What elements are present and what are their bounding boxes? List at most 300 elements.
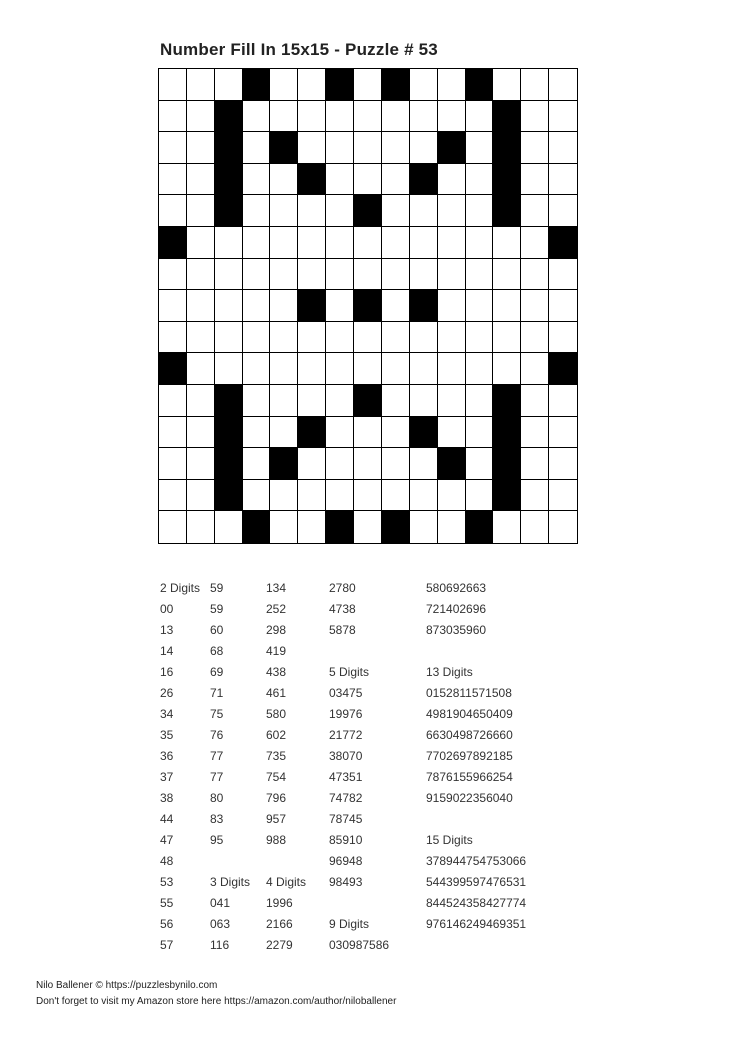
grid-cell[interactable] <box>438 480 466 512</box>
grid-cell[interactable] <box>270 195 298 227</box>
grid-cell[interactable] <box>549 69 577 101</box>
word-entry: 2166 <box>266 917 293 931</box>
grid-cell[interactable] <box>382 132 410 164</box>
grid-cell[interactable] <box>298 448 326 480</box>
word-entry: 988 <box>266 833 287 847</box>
grid-cell[interactable] <box>382 448 410 480</box>
word-entry: 47 <box>160 833 174 847</box>
grid-cell[interactable] <box>521 385 549 417</box>
black-cell <box>215 417 243 449</box>
grid-cell[interactable] <box>243 164 271 196</box>
word-entry: 378944754753066 <box>426 854 527 868</box>
word-entry <box>210 851 250 872</box>
word-entry: 98493 <box>329 875 363 889</box>
word-entry: 844524358427774 <box>426 896 527 910</box>
grid-cell[interactable] <box>270 511 298 543</box>
word-entry <box>329 893 389 914</box>
grid-cell[interactable] <box>549 164 577 196</box>
grid-cell[interactable] <box>159 322 187 354</box>
grid-cell[interactable] <box>215 353 243 385</box>
grid-cell[interactable] <box>410 353 438 385</box>
word-entry: 59 <box>210 581 224 595</box>
grid-cell[interactable] <box>187 385 215 417</box>
word-entry: 4738 <box>329 602 356 616</box>
grid-cell[interactable] <box>521 511 549 543</box>
grid-cell[interactable] <box>215 511 243 543</box>
grid-cell[interactable] <box>215 290 243 322</box>
grid-cell[interactable] <box>521 353 549 385</box>
grid-cell[interactable] <box>521 290 549 322</box>
black-cell <box>410 417 438 449</box>
grid-cell[interactable] <box>243 132 271 164</box>
grid-cell[interactable] <box>466 227 494 259</box>
grid-cell[interactable] <box>326 195 354 227</box>
grid-cell[interactable] <box>159 164 187 196</box>
black-cell <box>298 164 326 196</box>
grid-cell[interactable] <box>187 164 215 196</box>
black-cell <box>438 448 466 480</box>
grid-cell[interactable] <box>493 227 521 259</box>
word-entry: 4981904650409 <box>426 707 513 721</box>
grid-cell[interactable] <box>521 480 549 512</box>
grid-cell[interactable] <box>270 259 298 291</box>
grid-cell[interactable] <box>187 69 215 101</box>
word-group-header: 9 Digits <box>329 917 370 931</box>
grid-cell[interactable] <box>354 448 382 480</box>
word-entry: 9159022356040 <box>426 791 513 805</box>
word-entry: 96948 <box>329 854 363 868</box>
grid-cell[interactable] <box>382 480 410 512</box>
grid-cell[interactable] <box>410 259 438 291</box>
word-entry: 2780 <box>329 581 356 595</box>
grid-cell[interactable] <box>187 132 215 164</box>
word-entry: 03475 <box>329 686 363 700</box>
grid-cell[interactable] <box>466 259 494 291</box>
grid-cell[interactable] <box>521 69 549 101</box>
word-entry: 47351 <box>329 770 363 784</box>
word-entry: 34 <box>160 707 174 721</box>
grid-cell[interactable] <box>493 322 521 354</box>
grid-cell[interactable] <box>243 290 271 322</box>
grid-cell[interactable] <box>549 448 577 480</box>
grid-cell[interactable] <box>187 195 215 227</box>
puzzle-title: Number Fill In 15x15 - Puzzle # 53 <box>160 40 438 59</box>
grid-cell[interactable] <box>159 385 187 417</box>
grid-cell[interactable] <box>326 353 354 385</box>
black-cell <box>382 511 410 543</box>
grid-cell[interactable] <box>438 511 466 543</box>
grid-cell[interactable] <box>298 322 326 354</box>
word-entry: 13 <box>160 623 174 637</box>
grid-cell[interactable] <box>438 290 466 322</box>
black-cell <box>438 132 466 164</box>
grid-cell[interactable] <box>549 511 577 543</box>
grid-cell[interactable] <box>159 448 187 480</box>
grid-cell[interactable] <box>354 353 382 385</box>
grid-cell[interactable] <box>410 227 438 259</box>
grid-cell[interactable] <box>466 290 494 322</box>
grid-cell[interactable] <box>298 195 326 227</box>
grid-cell[interactable] <box>410 480 438 512</box>
grid-cell[interactable] <box>549 259 577 291</box>
grid-cell[interactable] <box>354 322 382 354</box>
word-entry: 95 <box>210 833 224 847</box>
grid-cell[interactable] <box>159 132 187 164</box>
grid-cell[interactable] <box>493 290 521 322</box>
grid-cell[interactable] <box>521 195 549 227</box>
word-entry: 55 <box>160 896 174 910</box>
word-entry: 976146249469351 <box>426 917 527 931</box>
black-cell <box>493 417 521 449</box>
grid-cell[interactable] <box>298 227 326 259</box>
word-entry <box>426 641 526 662</box>
grid-cell[interactable] <box>243 322 271 354</box>
black-cell <box>215 480 243 512</box>
grid-cell[interactable] <box>466 385 494 417</box>
grid-cell[interactable] <box>354 480 382 512</box>
grid-cell[interactable] <box>326 322 354 354</box>
black-cell <box>270 132 298 164</box>
word-entry: 6630498726660 <box>426 728 513 742</box>
black-cell <box>466 511 494 543</box>
grid-cell[interactable] <box>326 480 354 512</box>
grid-cell[interactable] <box>410 385 438 417</box>
word-entry: 57 <box>160 938 174 952</box>
word-group-header: 5 Digits <box>329 665 370 679</box>
grid-cell[interactable] <box>159 480 187 512</box>
black-cell <box>215 132 243 164</box>
grid-cell[interactable] <box>270 385 298 417</box>
black-cell <box>159 353 187 385</box>
black-cell <box>243 69 271 101</box>
word-entry: 461 <box>266 686 287 700</box>
word-entry: 16 <box>160 665 174 679</box>
black-cell <box>493 195 521 227</box>
black-cell <box>410 164 438 196</box>
grid-cell[interactable] <box>466 195 494 227</box>
grid-cell[interactable] <box>382 385 410 417</box>
word-entry: 00 <box>160 602 174 616</box>
word-entry: 796 <box>266 791 287 805</box>
grid-cell[interactable] <box>243 227 271 259</box>
footer-credit: Nilo Ballener © https://puzzlesbynilo.com <box>36 980 218 991</box>
word-entry: 80 <box>210 791 224 805</box>
grid-cell[interactable] <box>270 353 298 385</box>
black-cell <box>354 385 382 417</box>
word-entry: 48 <box>160 854 174 868</box>
grid-cell[interactable] <box>215 227 243 259</box>
grid-cell[interactable] <box>243 385 271 417</box>
grid-cell[interactable] <box>549 101 577 133</box>
grid-cell[interactable] <box>410 132 438 164</box>
grid-cell[interactable] <box>521 227 549 259</box>
grid-cell[interactable] <box>438 195 466 227</box>
grid-cell[interactable] <box>298 132 326 164</box>
grid-cell[interactable] <box>493 353 521 385</box>
grid-cell[interactable] <box>243 259 271 291</box>
grid-cell[interactable] <box>549 322 577 354</box>
grid-cell[interactable] <box>354 511 382 543</box>
grid-cell[interactable] <box>187 511 215 543</box>
grid-cell[interactable] <box>270 480 298 512</box>
grid-cell[interactable] <box>159 195 187 227</box>
grid-cell[interactable] <box>466 480 494 512</box>
grid-cell[interactable] <box>521 259 549 291</box>
grid-cell[interactable] <box>270 101 298 133</box>
word-entry: 76 <box>210 728 224 742</box>
word-entry: 38 <box>160 791 174 805</box>
word-entry: 602 <box>266 728 287 742</box>
word-entry: 38070 <box>329 749 363 763</box>
word-entry: 71 <box>210 686 224 700</box>
footer-store-link[interactable]: Don't forget to visit my Amazon store here https://amazon.com/author/niloballener <box>36 996 397 1007</box>
word-entry: 7876155966254 <box>426 770 513 784</box>
grid-cell[interactable] <box>270 322 298 354</box>
word-entry: 14 <box>160 644 174 658</box>
grid-cell[interactable] <box>438 353 466 385</box>
grid-cell[interactable] <box>354 227 382 259</box>
word-entry <box>426 809 526 830</box>
grid-cell[interactable] <box>549 385 577 417</box>
word-entry: 60 <box>210 623 224 637</box>
grid-cell[interactable] <box>438 69 466 101</box>
grid-cell[interactable] <box>298 511 326 543</box>
word-entry: 36 <box>160 749 174 763</box>
grid-cell[interactable] <box>215 259 243 291</box>
grid-cell[interactable] <box>493 69 521 101</box>
grid-cell[interactable] <box>521 417 549 449</box>
grid-cell[interactable] <box>159 417 187 449</box>
grid-cell[interactable] <box>159 290 187 322</box>
word-entry: 5878 <box>329 623 356 637</box>
grid-cell[interactable] <box>326 385 354 417</box>
grid-cell[interactable] <box>354 101 382 133</box>
grid-cell[interactable] <box>298 480 326 512</box>
word-entry: 44 <box>160 812 174 826</box>
grid-cell[interactable] <box>215 322 243 354</box>
grid-cell[interactable] <box>438 385 466 417</box>
black-cell <box>326 511 354 543</box>
grid-cell[interactable] <box>187 290 215 322</box>
grid-cell[interactable] <box>521 101 549 133</box>
grid-cell[interactable] <box>298 259 326 291</box>
grid-cell[interactable] <box>326 290 354 322</box>
word-entry: 77 <box>210 749 224 763</box>
grid-cell[interactable] <box>187 480 215 512</box>
grid-cell[interactable] <box>382 164 410 196</box>
word-entry: 030987586 <box>329 938 390 952</box>
word-entry: 26 <box>160 686 174 700</box>
grid-cell[interactable] <box>382 195 410 227</box>
black-cell <box>382 69 410 101</box>
grid-cell[interactable] <box>270 227 298 259</box>
grid-cell[interactable] <box>270 164 298 196</box>
grid-cell[interactable] <box>187 227 215 259</box>
word-entry: 68 <box>210 644 224 658</box>
grid-cell[interactable] <box>159 69 187 101</box>
black-cell <box>493 448 521 480</box>
word-group-header: 3 Digits <box>210 875 251 889</box>
grid-cell[interactable] <box>549 195 577 227</box>
black-cell <box>215 195 243 227</box>
grid-cell[interactable] <box>410 101 438 133</box>
word-column-2 <box>210 578 250 956</box>
grid-cell[interactable] <box>159 511 187 543</box>
grid-cell[interactable] <box>243 353 271 385</box>
grid-cell[interactable] <box>438 227 466 259</box>
grid-cell[interactable] <box>382 227 410 259</box>
word-group-header: 15 Digits <box>426 833 473 847</box>
grid-cell[interactable] <box>187 448 215 480</box>
black-cell <box>215 164 243 196</box>
grid-cell[interactable] <box>354 132 382 164</box>
grid-cell[interactable] <box>187 259 215 291</box>
grid-cell[interactable] <box>243 101 271 133</box>
black-cell <box>549 353 577 385</box>
grid-cell[interactable] <box>270 417 298 449</box>
grid-cell[interactable] <box>298 353 326 385</box>
grid-cell[interactable] <box>549 290 577 322</box>
word-entry: 7702697892185 <box>426 749 513 763</box>
black-cell <box>298 290 326 322</box>
grid-cell[interactable] <box>382 353 410 385</box>
black-cell <box>326 69 354 101</box>
grid-cell[interactable] <box>521 322 549 354</box>
grid-cell[interactable] <box>410 195 438 227</box>
grid-cell[interactable] <box>243 480 271 512</box>
grid-cell[interactable] <box>326 417 354 449</box>
grid-cell[interactable] <box>159 259 187 291</box>
grid-cell[interactable] <box>466 448 494 480</box>
grid-cell[interactable] <box>354 259 382 291</box>
word-entry: 116 <box>210 938 230 952</box>
word-entry: 721402696 <box>426 602 487 616</box>
word-entry: 0152811571508 <box>426 686 512 700</box>
grid-cell[interactable] <box>326 101 354 133</box>
grid-cell[interactable] <box>549 480 577 512</box>
word-entry: 063 <box>210 917 231 931</box>
grid-cell[interactable] <box>410 511 438 543</box>
black-cell <box>354 195 382 227</box>
grid-cell[interactable] <box>521 164 549 196</box>
grid-cell[interactable] <box>243 448 271 480</box>
word-entry: 77 <box>210 770 224 784</box>
word-entry: 83 <box>210 812 224 826</box>
grid-cell[interactable] <box>438 164 466 196</box>
grid-cell[interactable] <box>549 132 577 164</box>
black-cell <box>493 164 521 196</box>
word-entry: 2279 <box>266 938 293 952</box>
grid-cell[interactable] <box>466 132 494 164</box>
grid-cell[interactable] <box>270 69 298 101</box>
word-column-1 <box>160 578 200 956</box>
grid-cell[interactable] <box>298 385 326 417</box>
word-entry: 21772 <box>329 728 363 742</box>
grid-cell[interactable] <box>493 511 521 543</box>
grid-cell[interactable] <box>521 132 549 164</box>
word-entry: 580692663 <box>426 581 487 595</box>
grid-cell[interactable] <box>466 322 494 354</box>
grid-cell[interactable] <box>438 417 466 449</box>
puzzle-grid <box>158 68 578 544</box>
grid-cell[interactable] <box>159 101 187 133</box>
black-cell <box>354 290 382 322</box>
black-cell <box>215 385 243 417</box>
word-entry: 041 <box>210 896 231 910</box>
grid-cell[interactable] <box>549 417 577 449</box>
word-entry: 580 <box>266 707 287 721</box>
grid-cell[interactable] <box>243 195 271 227</box>
word-column-3 <box>266 578 306 956</box>
grid-cell[interactable] <box>382 417 410 449</box>
black-cell <box>215 101 243 133</box>
black-cell <box>243 511 271 543</box>
grid-cell[interactable] <box>410 69 438 101</box>
word-entry: 74782 <box>329 791 363 805</box>
word-entry: 873035960 <box>426 623 487 637</box>
word-entry: 78745 <box>329 812 363 826</box>
grid-cell[interactable] <box>270 290 298 322</box>
word-entry <box>266 851 306 872</box>
grid-cell[interactable] <box>215 69 243 101</box>
grid-cell[interactable] <box>466 353 494 385</box>
grid-cell[interactable] <box>298 69 326 101</box>
black-cell <box>410 290 438 322</box>
black-cell <box>466 69 494 101</box>
word-entry: 298 <box>266 623 287 637</box>
grid-cell[interactable] <box>187 101 215 133</box>
grid-cell[interactable] <box>438 259 466 291</box>
word-entry: 56 <box>160 917 174 931</box>
word-entry: 19976 <box>329 707 363 721</box>
grid-cell[interactable] <box>298 101 326 133</box>
black-cell <box>215 448 243 480</box>
grid-cell[interactable] <box>243 417 271 449</box>
grid-cell[interactable] <box>326 132 354 164</box>
grid-cell[interactable] <box>354 164 382 196</box>
word-group-header: 2 Digits <box>160 581 201 595</box>
grid-cell[interactable] <box>326 259 354 291</box>
word-group-header: 13 Digits <box>426 665 473 679</box>
grid-cell[interactable] <box>493 259 521 291</box>
grid-cell[interactable] <box>382 290 410 322</box>
grid-cell[interactable] <box>354 69 382 101</box>
word-entry: 1996 <box>266 896 293 910</box>
grid-cell[interactable] <box>466 417 494 449</box>
grid-cell[interactable] <box>466 101 494 133</box>
grid-cell[interactable] <box>187 417 215 449</box>
grid-cell[interactable] <box>438 322 466 354</box>
grid-cell[interactable] <box>326 227 354 259</box>
grid-cell[interactable] <box>187 353 215 385</box>
grid-cell[interactable] <box>410 448 438 480</box>
grid-cell[interactable] <box>382 101 410 133</box>
word-entry: 134 <box>266 581 287 595</box>
grid-cell[interactable] <box>521 448 549 480</box>
grid-cell[interactable] <box>410 322 438 354</box>
word-entry: 419 <box>266 644 287 658</box>
grid-cell[interactable] <box>438 101 466 133</box>
grid-cell[interactable] <box>326 448 354 480</box>
grid-cell[interactable] <box>382 259 410 291</box>
grid-cell[interactable] <box>354 417 382 449</box>
grid-cell[interactable] <box>466 164 494 196</box>
grid-cell[interactable] <box>326 164 354 196</box>
word-entry: 75 <box>210 707 224 721</box>
grid-cell[interactable] <box>187 322 215 354</box>
black-cell <box>493 480 521 512</box>
grid-cell[interactable] <box>382 322 410 354</box>
